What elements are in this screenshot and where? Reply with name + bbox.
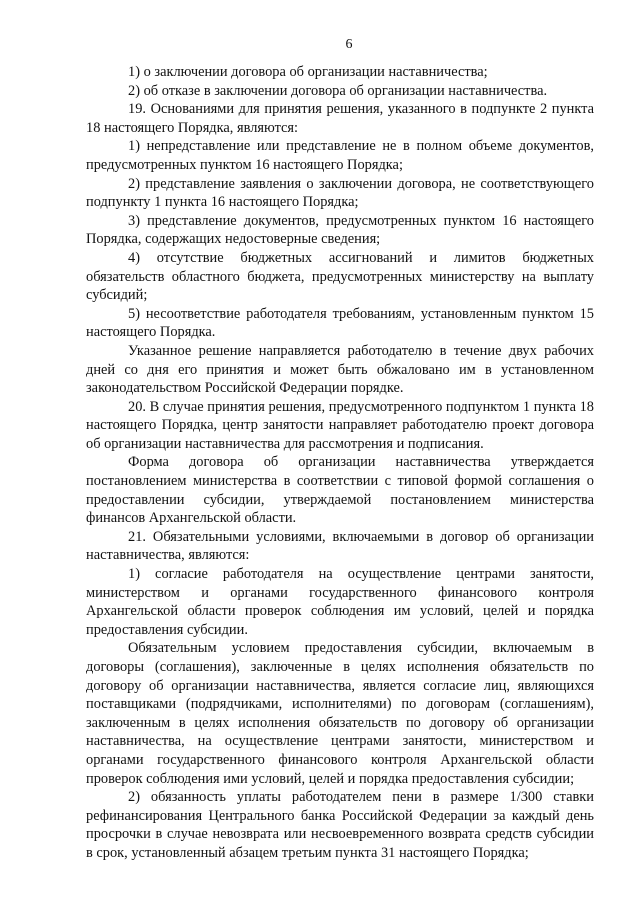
paragraph-clause-21-item-1: 1) согласие работодателя на осуществление центрами занятости, министерством и органами государственного финансового контроля Архангельской области проверок соблюдения им условий, целей и порядка предоставления субсидии.	[86, 566, 594, 638]
paragraph-mandatory-condition: Обязательным условием предоставления субсидии, включаемым в договоры (соглашения), заключенные в целях исполнения обязательств по договору об организации наставничества, является согласие лиц, являющихся поставщиками (подрядчиками, исполнителями) по договорам (соглашениям), заключенным в целях исполнения обязательств по договору об организации наставничества, на осуществление центрами занятости, министерством и органами государственного финансового контроля Архангельской области проверок соблюдения ими условий, целей и порядка предоставления субсидии;	[86, 640, 594, 787]
paragraph-clause-19-item-4: 4) отсутствие бюджетных ассигнований и лимитов бюджетных обязательств областного бюджета, предусмотренных министерству на выплату субсидий;	[86, 249, 594, 304]
paragraph-clause-19: 19. Основаниями для принятия решения, указанного в подпункте 2 пункта 18 настоящего Порядка, являются:	[86, 101, 594, 136]
paragraph-contract-form: Форма договора об организации наставничества утверждается постановлением министерства в соответствии с типовой формой соглашения о предоставлении субсидии, утверждаемой постановлением министерства финансов Архангельской области.	[86, 454, 594, 527]
paragraph-clause-19-item-2: 2) представление заявления о заключении договора, не соответствующего подпункту 1 пункта 16 настоящего Порядка;	[86, 175, 594, 211]
paragraph-clause-21-item-2: 2) обязанность уплаты работодателем пени в размере 1/300 ставки рефинансирования Центрального банка Российской Федерации за каждый день просрочки в случае невозврата или несвоевременного возврата средств субсидии в срок, установленный абзацем третьим пункта 31 настоящего Порядка;	[86, 789, 594, 861]
paragraph-item-2: 2) об отказе в заключении договора об организации наставничества.	[128, 82, 548, 99]
paragraph-clause-19-item-1: 1) непредставление или представление не в полном объеме документов, предусмотренных пунктом 16 настоящего Порядка;	[86, 138, 594, 173]
document-body	[86, 63, 594, 863]
paragraph-item-1: 1) о заключении договора об организации наставничества;	[128, 64, 488, 80]
paragraph-clause-19-item-3: 3) представление документов, предусмотренных пунктом 16 настоящего Порядка, содержащих недостоверные сведения;	[86, 212, 594, 248]
paragraph-clause-19-item-5: 5) несоответствие работодателя требованиям, установленным пунктом 15 настоящего Порядка.	[86, 305, 594, 341]
paragraph-clause-20: 20. В случае принятия решения, предусмотренного подпунктом 1 пункта 18 настоящего Порядка, центр занятости направляет работодателю проект договора об организации наставничества для рассмотрения и подписания.	[86, 398, 594, 452]
paragraph-clause-21: 21. Обязательными условиями, включаемыми в договор об организации наставничества, являются:	[86, 528, 594, 564]
paragraph-decision-notice: Указанное решение направляется работодателю в течение двух рабочих дней со дня его принятия и может быть обжаловано им в установленном законодательством Российской Федерации порядке.	[86, 342, 594, 397]
page-number: 6	[345, 37, 353, 52]
